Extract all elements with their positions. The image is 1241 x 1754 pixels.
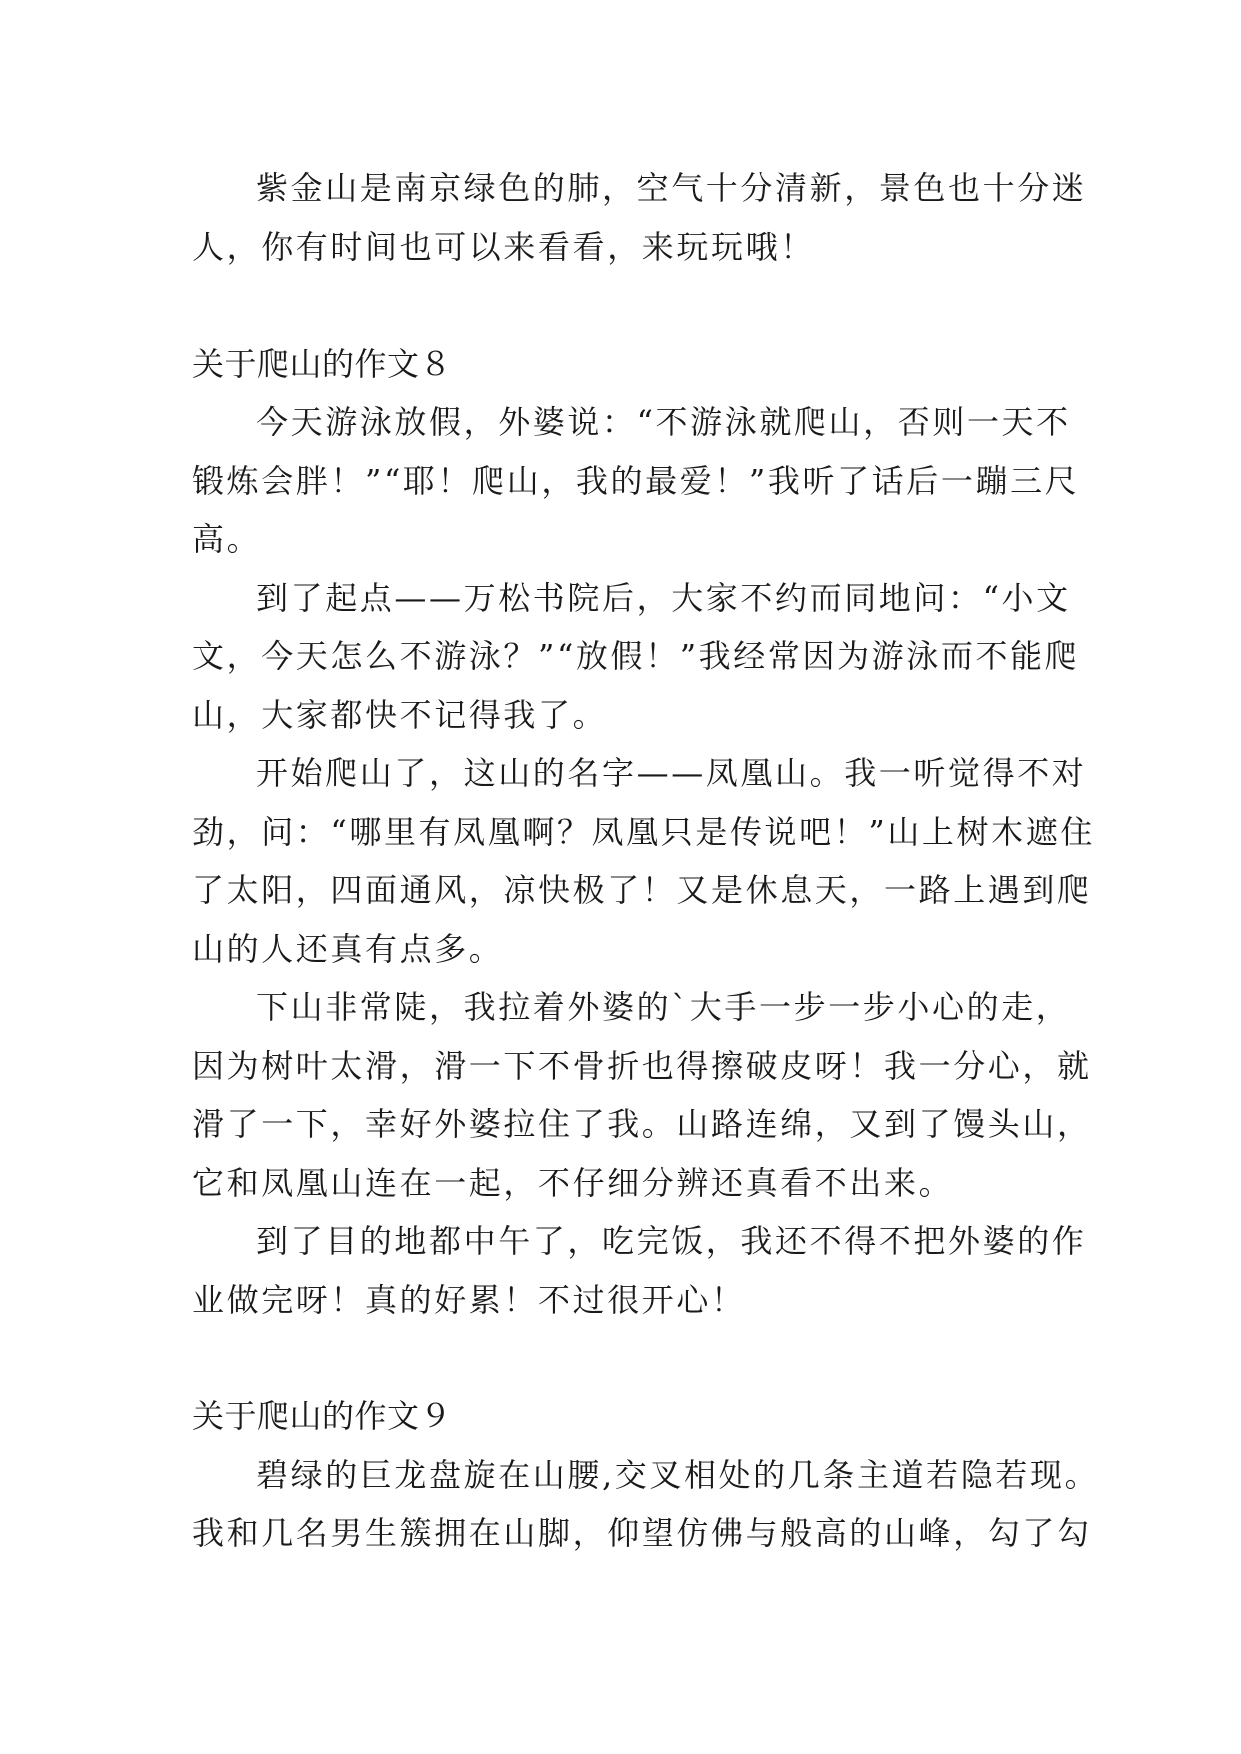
paragraph-line: 人，你有时间也可以来看看，来玩玩哦！ [192, 228, 815, 266]
paragraph-line: 下山非常陡，我拉着外婆的`大手一步一步小心的走， [256, 988, 1071, 1026]
paragraph-line: 山，大家都快不记得我了。 [192, 696, 608, 734]
paragraph-line: 业做完呀！真的好累！不过很开心！ [192, 1281, 746, 1319]
paragraph-line: 了太阳，四面通风，凉快极了！又是休息天，一路上遇到爬 [192, 871, 1092, 909]
paragraph-line: 高。 [192, 520, 262, 558]
section-heading: 关于爬山的作文９ [192, 1397, 453, 1435]
paragraph-line: 到了目的地都中午了，吃完饭，我还不得不把外婆的作 [256, 1222, 1087, 1260]
paragraph-line: 它和凤凰山连在一起，不仔细分辨还真看不出来。 [192, 1164, 954, 1202]
paragraph-line: 我和几名男生簇拥在山脚，仰望仿佛与般高的山峰，勾了勾 [192, 1514, 1092, 1552]
paragraph-line: 劲，问：“哪里有凤凰啊？凤凰只是传说吧！”山上树木遮住 [192, 813, 1095, 851]
section-heading: 关于爬山的作文８ [192, 345, 453, 383]
paragraph-line: 山的人还真有点多。 [192, 930, 504, 968]
paragraph-line: 紫金山是南京绿色的肺，空气十分清新，景色也十分迷 [256, 169, 1087, 207]
paragraph-line: 因为树叶太滑，滑一下不骨折也得擦破皮呀！我一分心，就 [192, 1047, 1092, 1085]
paragraph-line: 到了起点——万松书院后，大家不约而同地问：“小文 [256, 579, 1071, 617]
paragraph-line: 开始爬山了，这山的名字——凤凰山。我一听觉得不对 [256, 754, 1087, 792]
paragraph-line: 今天游泳放假，外婆说：“不游泳就爬山，否则一天不 [256, 403, 1071, 441]
paragraph-line: 碧绿的巨龙盘旋在山腰,交叉相处的几条主道若隐若现。 [256, 1456, 1100, 1494]
paragraph-line: 文，今天怎么不游泳？”“放假！”我经常因为游泳而不能爬 [192, 637, 1080, 675]
paragraph-line: 滑了一下，幸好外婆拉住了我。山路连绵，又到了馒头山， [192, 1105, 1092, 1143]
paragraph-line: 锻炼会胖！”“耶！爬山，我的最爱！”我听了话后一蹦三尺 [192, 462, 1080, 500]
